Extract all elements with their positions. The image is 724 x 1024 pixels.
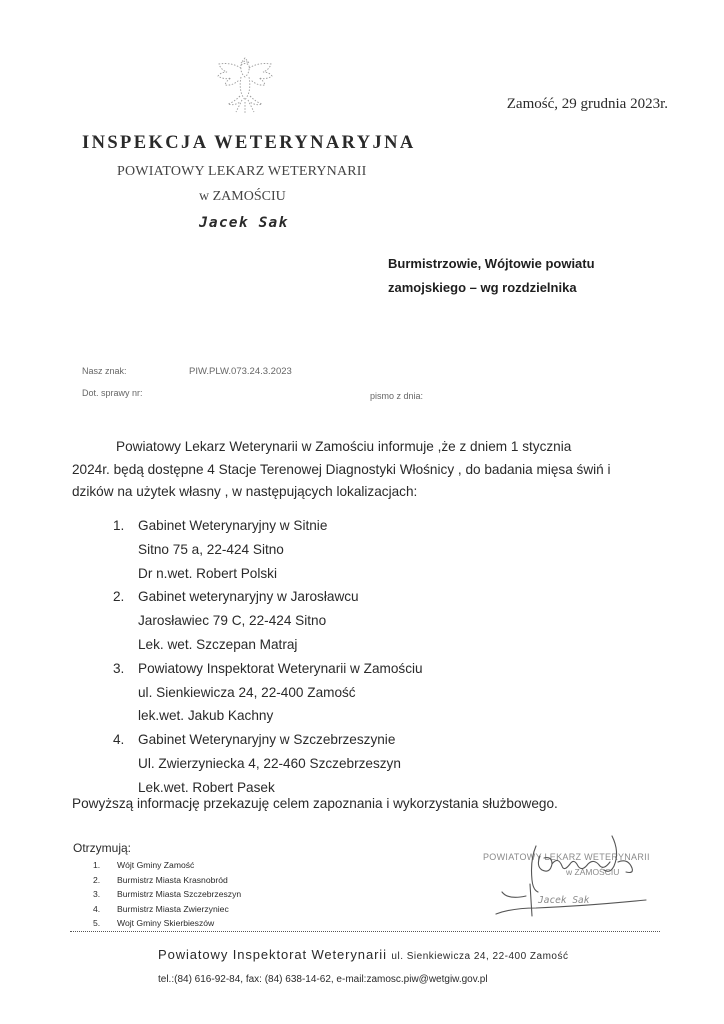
distribution-item <box>93 902 241 917</box>
letter-date-label: pismo z dnia: <box>370 391 424 401</box>
distribution-text: Wójt Gminy Zamość <box>117 860 195 870</box>
location-address: Ul. Zwierzyniecka 4, 22-460 Szczebrzeszyn <box>138 755 401 771</box>
location-item <box>113 514 423 585</box>
intro-paragraph <box>72 436 672 504</box>
distribution-number: 3. <box>93 889 101 899</box>
reference-label: Nasz znak: <box>82 366 127 376</box>
location-address: Jarosławiec 79 C, 22-424 Sitno <box>138 613 327 629</box>
location-name: Powiatowy Inspektorat Weterynarii w Zamościu <box>138 660 423 676</box>
handwritten-signature-icon <box>478 826 668 926</box>
stamp-name-text: Jacek Sak <box>538 895 590 906</box>
distribution-number: 5. <box>93 918 101 928</box>
institution-title: INSPEKCJA WETERYNARYJNA <box>82 133 416 153</box>
footer-office: Powiatowy Inspektorat Weterynarii <box>158 947 387 962</box>
distribution-number: 1. <box>93 860 101 870</box>
office-city: w ZAMOŚCIU <box>199 189 286 204</box>
location-vet: lek.wet. Jakub Kachny <box>138 708 274 724</box>
distribution-text: Burmistrz Miasta Szczebrzeszyn <box>117 889 242 899</box>
official-name: Jacek Sak <box>199 215 289 231</box>
footer-contact: tel.:(84) 616-92-84, fax: (84) 638-14-62, e-mail:zamosc.piw@wetgiw.gov.pl <box>158 974 488 985</box>
distribution-item <box>93 916 241 931</box>
distribution-title: Otrzymują: <box>73 841 132 855</box>
location-item <box>113 585 423 656</box>
location-address: ul. Sienkiewicza 24, 22-400 Zamość <box>138 684 356 700</box>
location-number: 4. <box>113 732 125 748</box>
location-number: 1. <box>113 518 125 533</box>
stamp-city-text: w ZAMOŚCIU <box>566 867 620 877</box>
location-name: Gabinet Weterynaryjny w Sitnie <box>138 518 328 533</box>
distribution-text: Burmistrz Miasta Krasnobród <box>117 874 228 885</box>
location-number: 3. <box>113 660 125 676</box>
location-item <box>113 728 423 799</box>
distribution-number: 4. <box>93 903 101 914</box>
office-title: POWIATOWY LEKARZ WETERYNARII <box>117 164 367 179</box>
distribution-item <box>93 873 241 888</box>
footer-divider <box>70 931 660 932</box>
recipient-line: zamojskiego – wg rozdzielnika <box>388 280 577 295</box>
location-name: Gabinet weterynaryjny w Jarosławcu <box>138 589 359 605</box>
location-number: 2. <box>113 589 125 605</box>
stamp-office-text: POWIATOWY LEKARZ WETERYNARII <box>483 852 650 862</box>
distribution-text: Burmistrz Miasta Zwierzyniec <box>117 903 229 914</box>
polish-eagle-emblem-icon <box>214 52 276 118</box>
intro-line: 2024r. będą dostępne 4 Stacje Terenowej Diagnostyki Włośnicy , do badania mięsa świń i <box>72 461 611 477</box>
distribution-item <box>93 887 241 902</box>
case-number-label: Dot. sprawy nr: <box>82 388 143 398</box>
recipient-line: Burmistrzowie, Wójtowie powiatu <box>388 256 595 271</box>
distribution-item <box>93 858 241 873</box>
location-vet: Lek. wet. Szczepan Matraj <box>138 636 298 652</box>
distribution-number: 2. <box>93 874 101 885</box>
document-date: Zamość, 29 grudnia 2023r. <box>506 96 668 112</box>
location-vet: Lek.wet. Robert Pasek <box>138 779 275 795</box>
location-vet: Dr n.wet. Robert Polski <box>138 565 278 581</box>
reference-number: PIW.PLW.073.24.3.2023 <box>189 366 292 377</box>
intro-line: Powiatowy Lekarz Weterynarii w Zamościu informuje ,że z dniem 1 stycznia <box>116 439 572 454</box>
recipient-block <box>388 252 595 300</box>
location-item <box>113 657 423 728</box>
distribution-list <box>93 858 241 931</box>
closing-sentence: Powyższą informację przekazuję celem zapoznania i wykorzystania służbowego. <box>72 796 558 811</box>
footer-address: ul. Sienkiewicza 24, 22-400 Zamość <box>391 951 569 962</box>
distribution-text: Wojt Gminy Skierbieszów <box>117 918 215 928</box>
intro-line: dzików na użytek własny , w następujących lokalizacjach: <box>72 484 418 499</box>
location-address: Sitno 75 a, 22-424 Sitno <box>138 541 284 557</box>
location-list <box>113 514 423 800</box>
location-name: Gabinet Weterynaryjny w Szczebrzeszynie <box>138 732 396 748</box>
footer-office-line <box>158 947 568 962</box>
